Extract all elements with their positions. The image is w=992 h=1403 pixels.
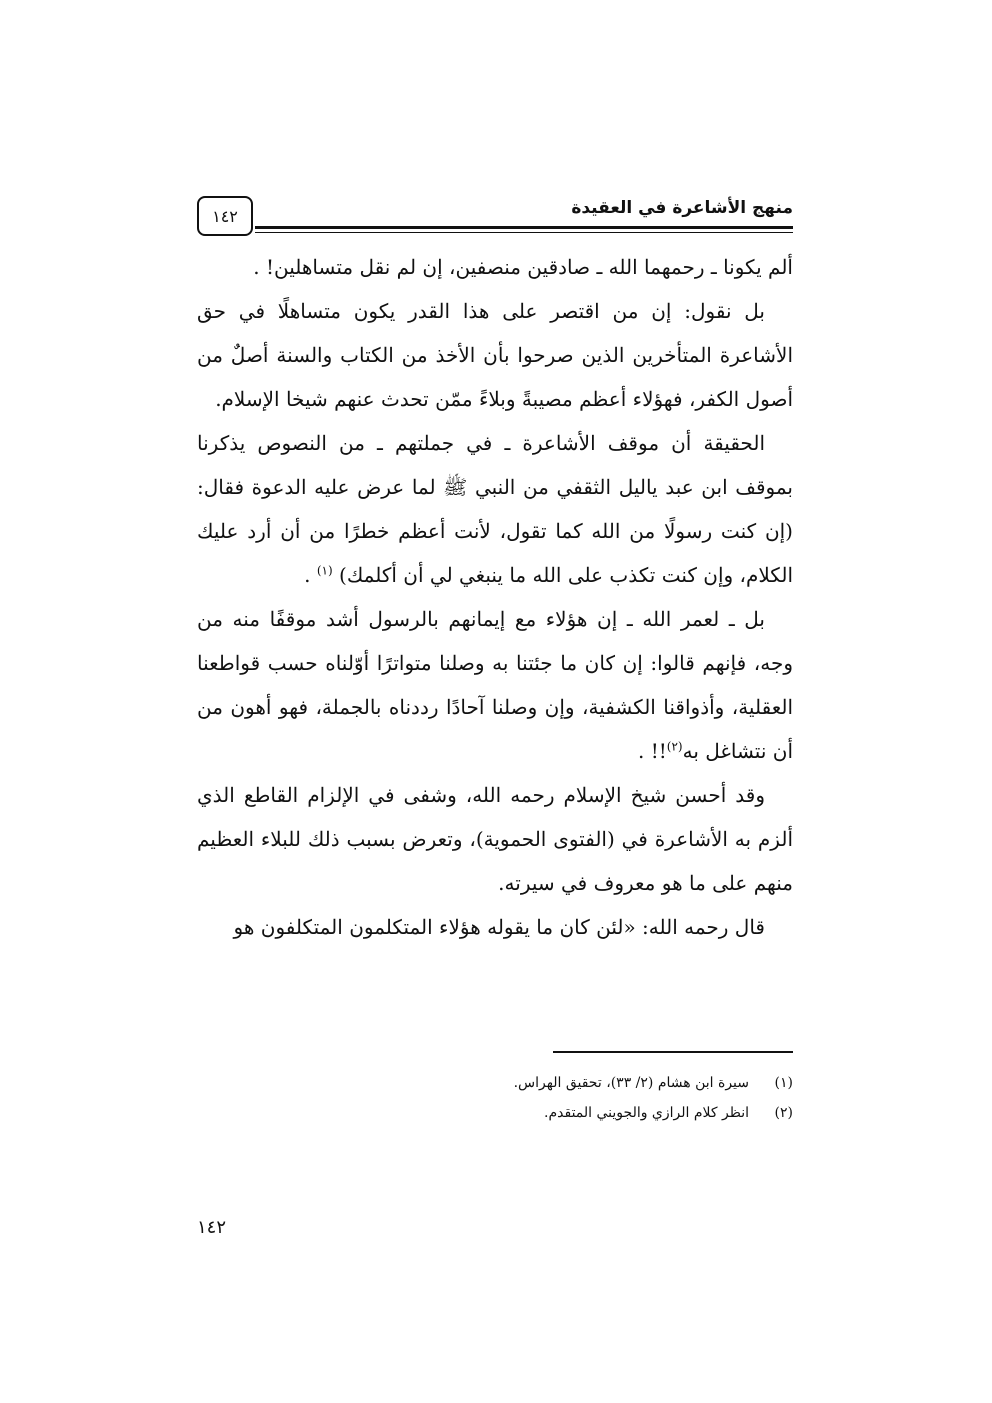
header-rule-thick [255,226,793,229]
header-page-number: ١٤٢ [212,206,238,226]
paragraph-3 [197,421,793,597]
footnote-2-text: انظر كلام الرازي والجويني المتقدم. [544,1105,749,1121]
header-page-number-box [197,196,253,236]
paragraph-4 [197,597,793,773]
running-header [197,196,793,242]
footnote-1-text: سيرة ابن هشام (٢/ ٣٣)، تحقيق الهراس. [513,1075,749,1091]
footnotes [197,1068,793,1128]
footnote-2-number: (٢) [774,1105,793,1121]
header-rule-thin [255,232,793,233]
footnote-2 [197,1098,793,1128]
paragraph-3-text: الحقيقة أن موقف الأشاعرة ـ في جملتهم ـ من النصوص يذكرنا بموقف ابن عبد ياليل الثقفي من النبي ﷺ لما عرض عليه الدعوة فقال: (إن كنت رسولًا من الله كما تقول، لأنت أعظم خطرًا من أن أرد عليك الكلام، وإن كنت تكذب على الله ما ينبغي لي أن أكلمك) [197,431,793,587]
paragraph-5: وقد أحسن شيخ الإسلام رحمه الله، وشفى في الإلزام القاطع الذي ألزم به الأشاعرة في (الفتوى الحموية)، وتعرض بسبب ذلك للبلاء العظيم منهم على ما هو معروف في سيرته. [197,783,793,895]
footnote-1-number: (١) [774,1075,793,1091]
running-header-title: منهج الأشاعرة في العقيدة [571,198,793,218]
paragraph-4-end: !! . [637,739,667,763]
paragraph-6: قال رحمه الله: «لئن كان ما يقوله هؤلاء المتكلمون المتكلفون هو [233,915,765,939]
footnote-1 [197,1068,793,1098]
paragraph-4-text: بل ـ لعمر الله ـ إن هؤلاء مع إيمانهم بالرسول أشد موقفًا منه من وجه، فإنهم قالوا: إن كان ما جئتنا به وصلنا متواترًا أوّلناه حسب قواطعنا العقلية، وأذواقنا الكشفية، وإن وصلنا آحادًا رددناه بالجملة، فهو أهون من أن نتشاغل به [197,607,793,763]
footnote-ref-2: (٢) [666,739,683,754]
paragraph-2: بل نقول: إن من اقتصر على هذا القدر يكون متساهلًا في حق الأشاعرة المتأخرين الذين صرحوا بأن الأخذ من الكتاب والسنة أصلٌ من أصول الكفر، فهؤلاء أعظم مصيبةً وبلاءً ممّن تحدث عنهم شيخا الإسلام. [197,299,793,411]
footnote-ref-1: (١) [316,563,333,578]
paragraph-3-end: . [304,563,317,587]
footnote-separator [553,1051,793,1053]
page-number: ١٤٢ [197,1217,227,1238]
main-text [197,245,793,949]
paragraph-1: ألم يكونا ـ رحمهما الله ـ صادقين منصفين، إن لم نقل متساهلين! . [253,255,793,279]
